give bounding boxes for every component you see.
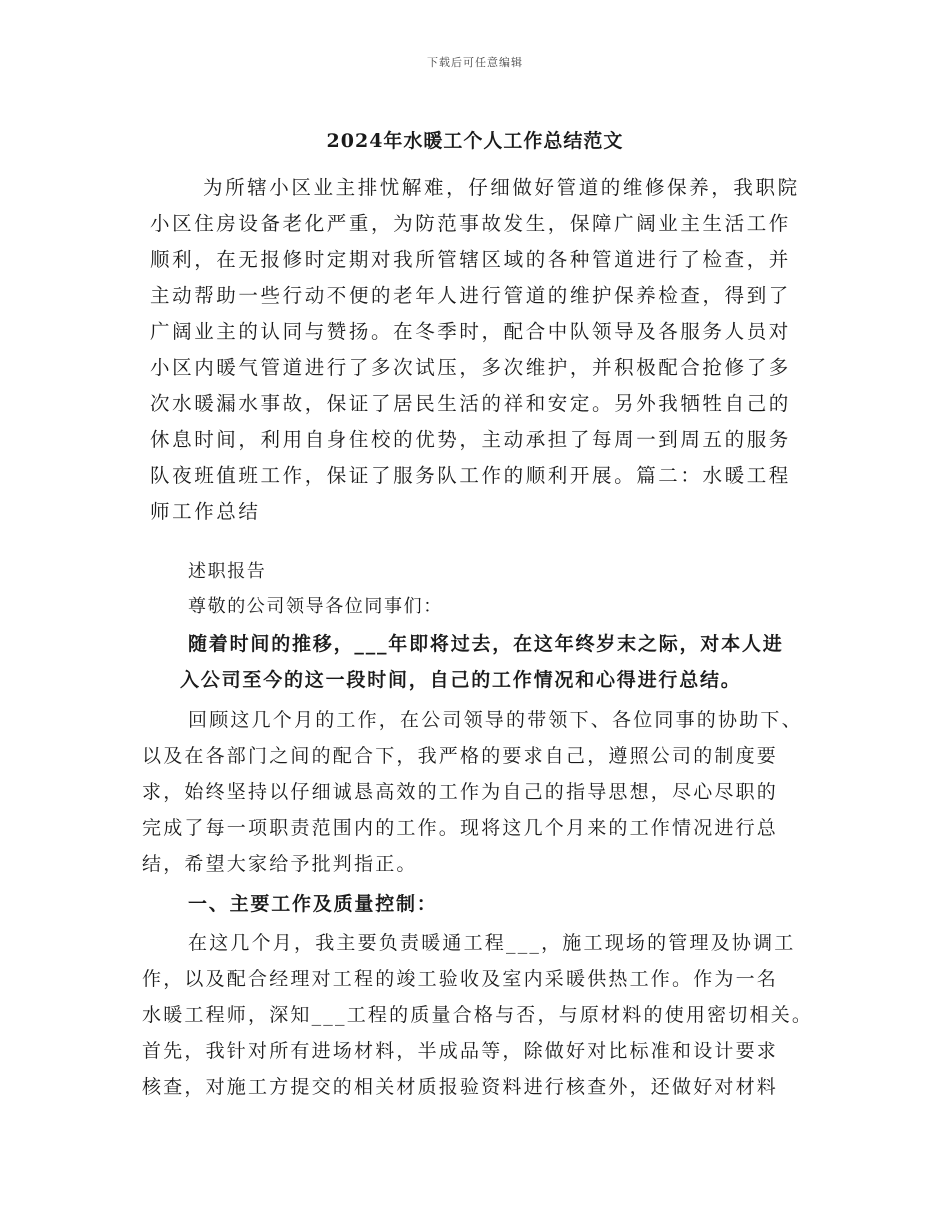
section1-line: 在这几个月，我主要负责暖通工程___，施工现场的管理及协调工 xyxy=(188,932,796,954)
intro-line: 主动帮助一些行动不便的老年人进行管道的维护保养检查，得到了 xyxy=(150,284,791,307)
review-line: 求，始终坚持以仔细诚恳高效的工作为自己的指导思想，尽心尽职的 xyxy=(142,781,779,803)
section1-line: 首先，我针对所有进场材料，半成品等，除做好对比标准和设计要求 xyxy=(142,1040,779,1062)
intro-line: 小区内暖气管道进行了多次试压，多次维护，并积极配合抢修了多 xyxy=(150,356,791,379)
section1-line: 水暖工程师，深知___工程的质量合格与否，与原材料的使用密切相关。 xyxy=(142,1004,814,1026)
opening-line: 随着时间的推移，___年即将过去，在这年终岁末之际，对本人进 xyxy=(188,633,784,655)
intro-line: 广阔业主的认同与赞扬。在冬季时，配合中队领导及各服务人员对 xyxy=(150,320,791,343)
section1-line: 核查，对施工方提交的相关材质报验资料进行核查外，还做好对材料 xyxy=(142,1076,779,1098)
intro-line: 休息时间，利用自身住校的优势，主动承担了每周一到周五的服务 xyxy=(150,428,791,451)
intro-line: 师工作总结 xyxy=(150,500,261,523)
section1-line: 作，以及配合经理对工程的竣工验收及室内采暖供热工作。作为一名 xyxy=(142,968,779,990)
intro-line: 次水暖漏水事故，保证了居民生活的祥和安定。另外我牺牲自己的 xyxy=(150,392,791,415)
review-line: 以及在各部门之间的配合下，我严格的要求自己，遵照公司的制度要 xyxy=(142,745,779,767)
section1-heading: 一、主要工作及质量控制： xyxy=(188,893,438,915)
intro-line: 为所辖小区业主排忧解难，仔细做好管道的维修保养，我职院 xyxy=(203,176,800,199)
opening-line: 入公司至今的这一段时间，自己的工作情况和心得进行总结。 xyxy=(180,669,742,691)
review-line: 回顾这几个月的工作，在公司领导的带领下、各位同事的协助下、 xyxy=(188,709,803,731)
document-title: 2024年水暖工个人工作总结范文 xyxy=(326,130,624,152)
header-note: 下载后可任意编辑 xyxy=(427,56,523,69)
intro-line: 队夜班值班工作，保证了服务队工作的顺利开展。篇二：水暖工程 xyxy=(150,464,791,487)
report-heading: 述职报告 xyxy=(188,561,267,582)
intro-line: 小区住房设备老化严重，为防范事故发生，保障广阔业主生活工作 xyxy=(150,212,791,235)
review-line: 结，希望大家给予批判指正。 xyxy=(142,853,418,875)
salutation: 尊敬的公司领导各位同事们： xyxy=(188,596,443,617)
review-line: 完成了每一项职责范围内的工作。现将这几个月来的工作情况进行总 xyxy=(142,817,779,839)
intro-line: 顺利，在无报修时定期对我所管辖区域的各种管道进行了检查，并 xyxy=(150,248,791,271)
